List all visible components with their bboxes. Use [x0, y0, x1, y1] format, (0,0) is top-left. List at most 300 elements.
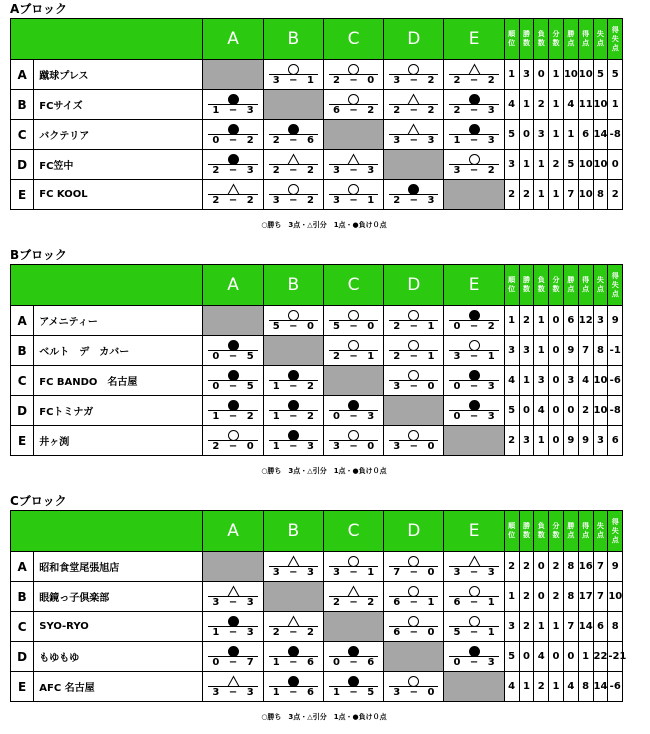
stat-cell: 10: [578, 180, 593, 210]
stat-cell: 3: [534, 120, 549, 150]
match-result-cell: [203, 150, 263, 180]
match-result-cell: [203, 426, 263, 456]
score-against: 0: [306, 321, 314, 332]
block-title: Aブロック: [10, 2, 68, 16]
win-icon: [264, 181, 323, 194]
score-against: 0: [427, 567, 435, 578]
stat-cell: 1: [549, 180, 564, 210]
column-header-stat: 得点: [578, 19, 593, 60]
stat-cell: 6: [563, 306, 578, 336]
team-name: AFC 名古屋: [34, 672, 203, 702]
score-dash: −: [228, 411, 238, 422]
stat-cell: 9: [608, 306, 623, 336]
column-header-stat: 得失点: [608, 265, 623, 306]
column-header-stat: 順位: [504, 265, 519, 306]
score-for: 2: [393, 351, 401, 362]
draw-icon: [203, 181, 262, 194]
draw-icon: [264, 613, 323, 626]
stat-cell: 0: [563, 642, 578, 672]
score-dash: −: [409, 135, 419, 146]
score-dash: −: [289, 321, 298, 332]
score-dash: −: [349, 441, 358, 452]
column-header-stat: 分数: [549, 19, 564, 60]
match-score: [384, 134, 443, 147]
loss-icon: [203, 367, 262, 380]
match-score: [444, 380, 503, 393]
column-header-stat: 勝点: [563, 511, 578, 552]
standings-table: [10, 510, 638, 702]
team-letter: C: [11, 612, 34, 642]
team-letter: A: [11, 60, 34, 90]
stat-cell: 7: [593, 582, 608, 612]
match-score: [203, 134, 262, 147]
loss-icon: [203, 643, 262, 656]
self-match-cell: [263, 582, 323, 612]
stat-cell: -21: [608, 642, 623, 672]
header-row: [11, 511, 638, 552]
match-result-cell: [384, 306, 444, 336]
column-header-stat: 勝数: [519, 511, 534, 552]
match-result-cell: [384, 672, 444, 702]
loss-icon: [444, 367, 503, 380]
score-against: 3: [367, 165, 375, 176]
score-against: 2: [487, 75, 495, 86]
stat-cell: 7: [563, 180, 578, 210]
stat-cell: 3: [504, 336, 519, 366]
column-header-team: A: [203, 19, 263, 60]
match-score: [264, 686, 323, 699]
match-result-cell: [444, 90, 504, 120]
score-against: 1: [427, 597, 435, 608]
stat-cell: 0: [549, 396, 564, 426]
score-dash: −: [289, 441, 298, 452]
score-for: 3: [272, 195, 280, 206]
stat-cell: 0: [549, 366, 564, 396]
match-score: [444, 596, 503, 609]
stat-cell: 16: [578, 552, 593, 582]
score-dash: −: [409, 687, 419, 698]
match-result-cell: [203, 396, 263, 426]
team-row: [11, 612, 638, 642]
loss-icon: [264, 643, 323, 656]
stat-cell: 10: [593, 396, 608, 426]
score-for: 2: [272, 135, 280, 146]
match-score: [384, 194, 443, 207]
stat-cell: 4: [563, 672, 578, 702]
match-score: [264, 74, 323, 87]
score-dash: −: [289, 627, 298, 638]
match-result-cell: [263, 366, 323, 396]
self-match-cell: [323, 612, 383, 642]
match-result-cell: [263, 396, 323, 426]
match-result-cell: [384, 90, 444, 120]
score-against: 2: [306, 165, 314, 176]
match-result-cell: [263, 150, 323, 180]
stat-cell: 0: [549, 426, 564, 456]
column-header-team: B: [263, 511, 323, 552]
team-letter: D: [11, 150, 34, 180]
column-header-stat: 負数: [534, 511, 549, 552]
match-score: [264, 164, 323, 177]
score-dash: −: [409, 597, 419, 608]
match-score: [324, 686, 383, 699]
match-score: [384, 626, 443, 639]
score-dash: −: [409, 321, 419, 332]
score-for: 5: [453, 627, 461, 638]
header-corner: [11, 511, 203, 552]
score-dash: −: [349, 567, 358, 578]
stat-cell: 1: [549, 90, 564, 120]
self-match-cell: [444, 426, 504, 456]
column-header-team: E: [444, 265, 504, 306]
team-row: [11, 642, 638, 672]
score-against: 1: [367, 567, 375, 578]
stat-cell: 4: [504, 672, 519, 702]
score-against: 1: [427, 321, 435, 332]
match-score: [324, 350, 383, 363]
header-corner: [11, 265, 203, 306]
match-score: [203, 440, 262, 453]
loss-icon: [264, 121, 323, 134]
stat-cell: -8: [608, 120, 623, 150]
stat-cell: 8: [593, 336, 608, 366]
loss-icon: [203, 397, 262, 410]
match-score: [324, 74, 383, 87]
standings-table: [10, 264, 638, 456]
score-dash: −: [469, 381, 479, 392]
self-match-cell: [444, 180, 504, 210]
match-score: [444, 164, 503, 177]
match-score: [444, 350, 503, 363]
match-result-cell: [444, 642, 504, 672]
match-result-cell: [203, 582, 263, 612]
score-against: 3: [246, 105, 254, 116]
column-header-stat: 順位: [504, 19, 519, 60]
score-dash: −: [228, 687, 238, 698]
stat-cell: 5: [504, 120, 519, 150]
stat-cell: 2: [504, 180, 519, 210]
match-score: [203, 350, 262, 363]
team-name: バクテリア: [34, 120, 203, 150]
match-result-cell: [384, 582, 444, 612]
match-score: [324, 104, 383, 117]
win-icon: [324, 181, 383, 194]
match-result-cell: [444, 612, 504, 642]
score-for: 5: [272, 321, 280, 332]
match-score: [203, 380, 262, 393]
stat-cell: 6: [578, 120, 593, 150]
score-against: 0: [367, 321, 375, 332]
score-against: 3: [487, 567, 495, 578]
match-result-cell: [203, 642, 263, 672]
match-result-cell: [203, 90, 263, 120]
stat-cell: 22: [593, 642, 608, 672]
match-score: [264, 626, 323, 639]
score-against: 1: [367, 351, 375, 362]
loss-icon: [203, 121, 262, 134]
self-match-cell: [203, 552, 263, 582]
score-for: 3: [393, 75, 401, 86]
stat-cell: 1: [534, 336, 549, 366]
match-result-cell: [263, 672, 323, 702]
league-block: [10, 494, 638, 734]
score-against: 3: [487, 381, 495, 392]
match-score: [203, 626, 262, 639]
team-letter: B: [11, 336, 34, 366]
score-for: 1: [272, 411, 280, 422]
score-against: 1: [487, 597, 495, 608]
match-score: [324, 410, 383, 423]
score-against: 2: [246, 411, 254, 422]
score-against: 3: [487, 657, 495, 668]
score-for: 0: [453, 381, 461, 392]
win-icon: [203, 427, 262, 440]
score-against: 2: [427, 105, 435, 116]
stat-cell: 1: [534, 426, 549, 456]
score-for: 1: [272, 687, 280, 698]
score-dash: −: [409, 627, 419, 638]
match-result-cell: [263, 180, 323, 210]
score-against: 0: [367, 441, 375, 452]
score-against: 3: [487, 411, 495, 422]
match-score: [384, 440, 443, 453]
column-header-stat: 勝点: [563, 19, 578, 60]
match-result-cell: [323, 306, 383, 336]
team-letter: E: [11, 426, 34, 456]
score-against: 3: [246, 687, 254, 698]
column-header-stat: 得失点: [608, 19, 623, 60]
stat-cell: 10: [578, 60, 593, 90]
match-result-cell: [323, 90, 383, 120]
stat-cell: -6: [608, 672, 623, 702]
score-against: 2: [367, 597, 375, 608]
stat-cell: 10: [563, 60, 578, 90]
stat-cell: 5: [504, 642, 519, 672]
stat-cell: 9: [563, 336, 578, 366]
score-for: 7: [393, 567, 401, 578]
score-against: 3: [427, 135, 435, 146]
loss-icon: [203, 613, 262, 626]
match-result-cell: [444, 336, 504, 366]
score-for: 1: [212, 105, 220, 116]
self-match-cell: [263, 336, 323, 366]
team-row: [11, 552, 638, 582]
win-icon: [444, 613, 503, 626]
draw-icon: [384, 121, 443, 134]
match-result-cell: [384, 552, 444, 582]
column-header-team: D: [384, 511, 444, 552]
match-score: [384, 380, 443, 393]
team-row: [11, 150, 638, 180]
score-for: 0: [212, 351, 220, 362]
stat-cell: 2: [504, 426, 519, 456]
stat-cell: -1: [608, 336, 623, 366]
column-header-stat: 順位: [504, 511, 519, 552]
stat-cell: 1: [519, 150, 534, 180]
win-icon: [384, 367, 443, 380]
match-result-cell: [384, 366, 444, 396]
score-against: 3: [246, 597, 254, 608]
match-score: [203, 410, 262, 423]
match-score: [444, 74, 503, 87]
score-for: 1: [332, 687, 340, 698]
score-dash: −: [228, 381, 238, 392]
stat-cell: 0: [534, 60, 549, 90]
score-against: 0: [367, 75, 375, 86]
self-match-cell: [323, 366, 383, 396]
team-name: FC KOOL: [34, 180, 203, 210]
team-letter: C: [11, 120, 34, 150]
self-match-cell: [444, 672, 504, 702]
team-row: [11, 306, 638, 336]
stat-cell: 2: [519, 612, 534, 642]
stat-cell: 2: [504, 552, 519, 582]
draw-icon: [324, 151, 383, 164]
stat-cell: 7: [578, 336, 593, 366]
win-icon: [324, 427, 383, 440]
score-for: 6: [393, 597, 401, 608]
score-dash: −: [349, 687, 358, 698]
score-against: 6: [367, 657, 375, 668]
match-result-cell: [203, 612, 263, 642]
team-name: ベルト デ カバー: [34, 336, 203, 366]
score-dash: −: [469, 627, 479, 638]
score-for: 3: [393, 381, 401, 392]
score-dash: −: [469, 135, 479, 146]
match-score: [324, 596, 383, 609]
team-name: 蹴球プレス: [34, 60, 203, 90]
stat-cell: 11: [578, 90, 593, 120]
score-dash: −: [289, 657, 298, 668]
team-name: FCサイズ: [34, 90, 203, 120]
loss-icon: [444, 307, 503, 320]
stat-cell: 0: [549, 306, 564, 336]
draw-icon: [203, 583, 262, 596]
stat-cell: 9: [608, 552, 623, 582]
stat-cell: 10: [593, 366, 608, 396]
score-dash: −: [228, 627, 238, 638]
stat-cell: 4: [578, 366, 593, 396]
match-score: [384, 104, 443, 117]
stat-cell: 1: [534, 306, 549, 336]
match-result-cell: [323, 180, 383, 210]
score-dash: −: [289, 411, 298, 422]
score-against: 3: [246, 627, 254, 638]
score-against: 0: [246, 441, 254, 452]
score-dash: −: [289, 195, 298, 206]
score-for: 3: [393, 687, 401, 698]
stat-cell: 2: [534, 90, 549, 120]
column-header-team: A: [203, 265, 263, 306]
stat-cell: 14: [593, 120, 608, 150]
score-for: 2: [212, 165, 220, 176]
legend: ○勝ち 3点・△引分 1点・●負け０点: [261, 713, 387, 721]
match-score: [324, 566, 383, 579]
score-dash: −: [289, 567, 298, 578]
score-for: 2: [453, 75, 461, 86]
stat-cell: 9: [563, 426, 578, 456]
stat-cell: 3: [563, 366, 578, 396]
win-icon: [384, 553, 443, 566]
score-for: 0: [212, 135, 220, 146]
stat-cell: -8: [608, 396, 623, 426]
win-icon: [324, 337, 383, 350]
loss-icon: [444, 643, 503, 656]
score-against: 0: [427, 441, 435, 452]
team-row: [11, 120, 638, 150]
match-score: [324, 656, 383, 669]
self-match-cell: [263, 90, 323, 120]
score-dash: −: [289, 75, 298, 86]
score-for: 2: [453, 105, 461, 116]
column-header-stat: 分数: [549, 511, 564, 552]
team-row: [11, 672, 638, 702]
score-dash: −: [349, 411, 358, 422]
match-score: [444, 320, 503, 333]
score-dash: −: [349, 351, 358, 362]
match-result-cell: [203, 366, 263, 396]
team-name: 眼鏡っ子倶楽部: [34, 582, 203, 612]
win-icon: [384, 613, 443, 626]
loss-icon: [203, 151, 262, 164]
column-header-team: C: [323, 19, 383, 60]
stat-cell: 3: [534, 366, 549, 396]
match-score: [324, 194, 383, 207]
match-score: [384, 686, 443, 699]
score-for: 2: [332, 351, 340, 362]
column-header-team: E: [444, 19, 504, 60]
team-row: [11, 396, 638, 426]
score-for: 3: [332, 441, 340, 452]
stat-cell: 1: [549, 120, 564, 150]
team-letter: E: [11, 180, 34, 210]
score-for: 5: [332, 321, 340, 332]
score-against: 2: [367, 105, 375, 116]
score-dash: −: [349, 657, 358, 668]
team-name: FCトミナガ: [34, 396, 203, 426]
win-icon: [384, 61, 443, 74]
team-row: [11, 180, 638, 210]
match-score: [203, 656, 262, 669]
stat-cell: 17: [578, 582, 593, 612]
score-against: 0: [427, 687, 435, 698]
loss-icon: [264, 673, 323, 686]
score-dash: −: [469, 75, 479, 86]
league-block: [10, 2, 638, 242]
loss-icon: [203, 91, 262, 104]
match-score: [444, 104, 503, 117]
self-match-cell: [323, 120, 383, 150]
score-against: 3: [246, 165, 254, 176]
match-score: [384, 74, 443, 87]
score-for: 1: [272, 441, 280, 452]
match-result-cell: [263, 306, 323, 336]
column-header-stat: 失点: [593, 511, 608, 552]
match-result-cell: [263, 120, 323, 150]
score-for: 2: [272, 165, 280, 176]
stat-cell: 1: [534, 612, 549, 642]
match-score: [203, 596, 262, 609]
match-score: [203, 104, 262, 117]
score-against: 6: [306, 687, 314, 698]
stat-cell: 0: [534, 552, 549, 582]
team-row: [11, 336, 638, 366]
stat-cell: 3: [519, 336, 534, 366]
loss-icon: [324, 397, 383, 410]
team-letter: C: [11, 366, 34, 396]
score-dash: −: [289, 165, 298, 176]
score-against: 2: [306, 411, 314, 422]
